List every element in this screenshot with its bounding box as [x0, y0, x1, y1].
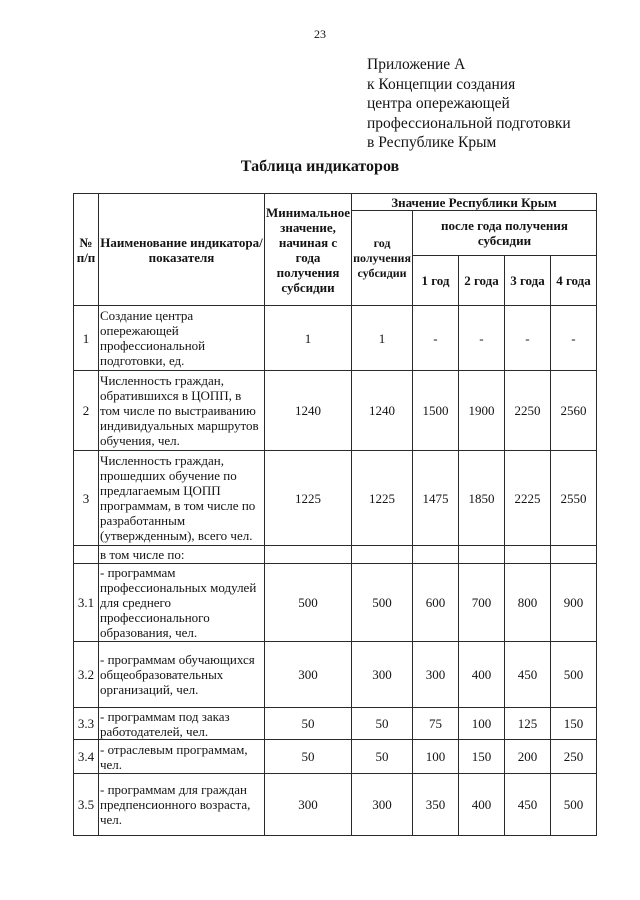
row-year0: 50	[352, 740, 413, 774]
row-num	[74, 546, 99, 564]
row-num: 1	[74, 306, 99, 371]
row-y1	[412, 546, 458, 564]
row-y2: 100	[458, 708, 504, 740]
table-row	[74, 774, 597, 836]
row-y4: 900	[550, 564, 596, 642]
row-year0: 1225	[352, 451, 413, 546]
table-row	[74, 546, 597, 564]
appendix-line: профессиональной подготовки	[367, 114, 571, 132]
page-number: 23	[314, 27, 326, 41]
row-y3: 450	[504, 642, 550, 708]
header-year-1: 1 год	[412, 256, 458, 306]
table-row	[74, 642, 597, 708]
row-y1: 300	[412, 642, 458, 708]
row-y2: -	[458, 306, 504, 371]
row-name: - программам под заказ работодателей, чел.	[99, 708, 265, 740]
row-y1: 75	[412, 708, 458, 740]
row-y2: 150	[458, 740, 504, 774]
row-y1: 1500	[412, 371, 458, 451]
row-y4: 2550	[550, 451, 596, 546]
row-y4: 500	[550, 642, 596, 708]
header-year-of-subsidy: год получения субсидии	[352, 211, 413, 306]
row-name: - программам профессиональных модулей для среднего профессионального образования, чел.	[99, 564, 265, 642]
row-name: - отраслевым программам, чел.	[99, 740, 265, 774]
header-year-4: 4 года	[550, 256, 596, 306]
row-y1: 350	[412, 774, 458, 836]
table-row	[74, 306, 597, 371]
row-y3: 2250	[504, 371, 550, 451]
row-min	[265, 546, 352, 564]
appendix-line: центра опережающей	[367, 95, 510, 112]
table-row	[74, 564, 597, 642]
row-y3: 2225	[504, 451, 550, 546]
row-name: Численность граждан, обратившихся в ЦОПП, в том числе по выстраиванию индивидуальных маршрутов обучения, чел.	[99, 371, 265, 451]
row-y4: -	[550, 306, 596, 371]
row-y3	[504, 546, 550, 564]
row-year0	[352, 546, 413, 564]
row-y1: 1475	[412, 451, 458, 546]
row-min: 300	[265, 774, 352, 836]
row-y4: 500	[550, 774, 596, 836]
table-row	[74, 708, 597, 740]
row-num: 3.4	[74, 740, 99, 774]
row-min: 300	[265, 642, 352, 708]
row-y1: 600	[412, 564, 458, 642]
row-min: 1	[265, 306, 352, 371]
header-num: № п/п	[74, 194, 99, 306]
table-row	[74, 740, 597, 774]
header-min-value: Минимальное значение, начиная с года получения субсидии	[265, 194, 352, 306]
row-y2: 400	[458, 774, 504, 836]
row-year0: 300	[352, 642, 413, 708]
appendix-line: в Республике Крым	[367, 134, 497, 151]
row-y4: 150	[550, 708, 596, 740]
row-y1: -	[412, 306, 458, 371]
table-row	[74, 371, 597, 451]
row-y3: 450	[504, 774, 550, 836]
row-num: 3.5	[74, 774, 99, 836]
row-year0: 1240	[352, 371, 413, 451]
row-min: 50	[265, 708, 352, 740]
row-num: 3.1	[74, 564, 99, 642]
row-y4: 250	[550, 740, 596, 774]
row-min: 1240	[265, 371, 352, 451]
row-y4: 2560	[550, 371, 596, 451]
header-year-3: 3 года	[504, 256, 550, 306]
row-year0: 300	[352, 774, 413, 836]
row-name: в том числе по:	[99, 546, 265, 564]
appendix-note	[367, 55, 632, 153]
row-y3: 800	[504, 564, 550, 642]
header-group-crimea: Значение Республики Крым	[352, 194, 597, 211]
row-y1: 100	[412, 740, 458, 774]
row-name: - программам обучающихся общеобразовательных организаций, чел.	[99, 642, 265, 708]
row-y2: 700	[458, 564, 504, 642]
row-name: Создание центра опережающей профессиональной подготовки, ед.	[99, 306, 265, 371]
row-y2: 400	[458, 642, 504, 708]
row-num: 3	[74, 451, 99, 546]
table-row	[74, 451, 597, 546]
row-y4	[550, 546, 596, 564]
row-name: Численность граждан, прошедших обучение по предлагаемым ЦОПП программам, в том числе по разработанным (утвержденным), всего чел.	[99, 451, 265, 546]
row-y2	[458, 546, 504, 564]
table-title: Таблица индикаторов	[240, 158, 400, 175]
row-min: 50	[265, 740, 352, 774]
header-after-year: после года получения субсидии	[412, 211, 596, 256]
row-num: 2	[74, 371, 99, 451]
row-min: 1225	[265, 451, 352, 546]
indicators-table	[73, 193, 597, 836]
row-min: 500	[265, 564, 352, 642]
row-y2: 1850	[458, 451, 504, 546]
row-num: 3.3	[74, 708, 99, 740]
header-name: Наименование индикатора/показателя	[99, 194, 265, 306]
row-num: 3.2	[74, 642, 99, 708]
row-year0: 1	[352, 306, 413, 371]
row-name: - программам для граждан предпенсионного возраста, чел.	[99, 774, 265, 836]
row-year0: 500	[352, 564, 413, 642]
header-year-2: 2 года	[458, 256, 504, 306]
row-y3: 125	[504, 708, 550, 740]
appendix-line: к Концепции создания	[367, 75, 516, 93]
row-year0: 50	[352, 708, 413, 740]
appendix-line: Приложение А	[367, 56, 466, 73]
row-y2: 1900	[458, 371, 504, 451]
row-y3: -	[504, 306, 550, 371]
row-y3: 200	[504, 740, 550, 774]
